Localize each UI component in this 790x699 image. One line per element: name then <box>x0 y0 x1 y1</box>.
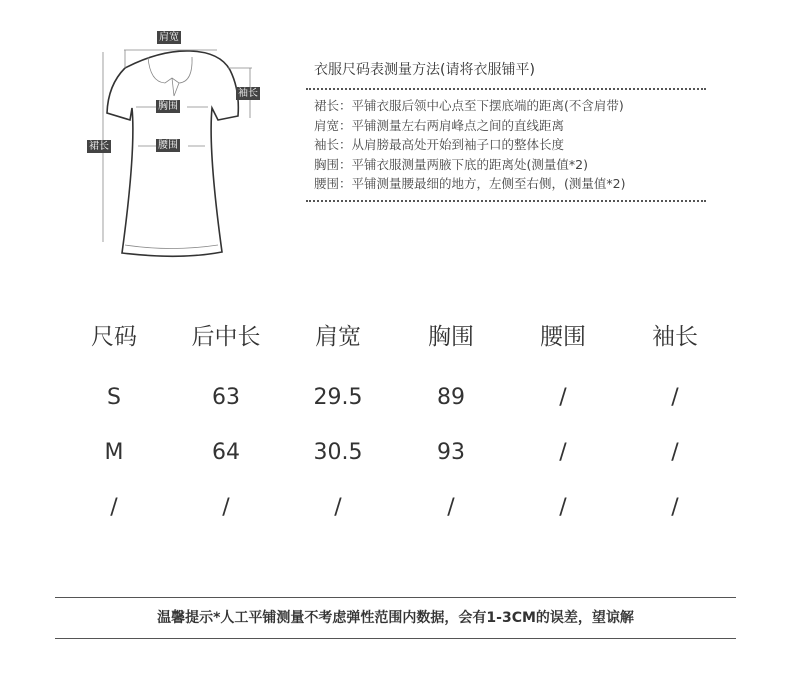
instruction-line: 胸围：平铺衣服测量两腋下底的距离处(测量值*2) <box>314 156 588 172</box>
waist-label: 腰围 <box>158 140 178 151</box>
table-cell: 64 <box>212 440 240 465</box>
table-cell: 29.5 <box>313 385 363 410</box>
divider <box>306 88 706 90</box>
table-cell: / <box>334 495 342 520</box>
table-cell: / <box>559 385 567 410</box>
shoulder-label: 肩宽 <box>159 32 179 43</box>
instruction-line: 袖长：从肩膀最高处开始到袖子口的整体长度 <box>314 137 565 152</box>
instructions-title: 衣服尺码表测量方法(请将衣服铺平) <box>314 62 535 78</box>
instruction-line: 裙长：平铺衣服后领中心点至下摆底端的距离(不含肩带) <box>314 98 624 113</box>
table-cell: / <box>222 495 230 520</box>
table-cell: 30.5 <box>313 440 363 465</box>
length-label: 裙长 <box>89 141 109 152</box>
table-cell: / <box>559 440 567 465</box>
table-cell: / <box>671 440 679 465</box>
table-cell: / <box>110 495 118 520</box>
column-header: 腰围 <box>540 324 586 350</box>
column-header: 后中长 <box>191 324 261 350</box>
table-cell: M <box>104 440 124 465</box>
table-cell: 93 <box>437 440 465 465</box>
table-cell: / <box>447 495 455 520</box>
table-cell: / <box>671 495 679 520</box>
instruction-line: 腰围：平铺测量腰最细的地方，左侧至右侧，(测量值*2) <box>314 176 626 191</box>
column-header: 胸围 <box>428 324 474 350</box>
sleeve-label: 袖长 <box>238 88 258 99</box>
column-header: 尺码 <box>91 324 137 350</box>
column-header: 袖长 <box>652 324 698 350</box>
column-header: 肩宽 <box>315 324 361 350</box>
footer-note: 温馨提示*人工平铺测量不考虑弹性范围内数据，会有1-3CM的误差，望谅解 <box>55 597 736 639</box>
measurement-instructions <box>306 58 706 208</box>
dress-diagram <box>80 20 280 260</box>
table-cell: / <box>559 495 567 520</box>
table-cell: / <box>671 385 679 410</box>
chest-label: 胸围 <box>158 101 178 112</box>
table-cell: 63 <box>212 385 240 410</box>
instruction-line: 肩宽：平铺测量左右两肩峰点之间的直线距离 <box>314 117 565 133</box>
table-cell: 89 <box>437 385 465 410</box>
divider <box>306 200 706 202</box>
table-cell: S <box>107 385 121 410</box>
